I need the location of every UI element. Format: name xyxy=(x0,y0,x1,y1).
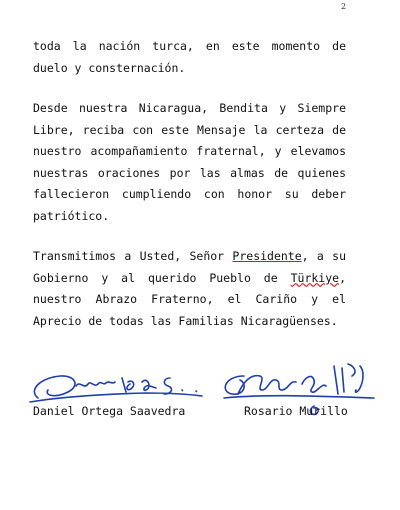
paragraph-embrace xyxy=(33,246,346,332)
president-word: Presidente xyxy=(232,249,302,263)
signatory-name-left: Daniel Ortega Saavedra xyxy=(33,404,186,418)
embrace-text-middle: , a su Gobierno y al querido Pueblo de xyxy=(33,249,346,285)
page-number: 2 xyxy=(341,2,347,11)
embrace-text-end: , nuestro Abrazo Fraterno, el Cariño y el Aprecio de todas las Familias Nicaragüenses. xyxy=(33,270,346,328)
signature-daniel-ortega xyxy=(26,360,206,408)
signatory-name-right: Rosario Murillo xyxy=(244,404,348,418)
paragraph-condolence: Desde nuestra Nicaragua, Bendita y Siempre Libre, reciba con este Mensaje la certeza de nuestro acompañamiento fraternal, y elevamos nuestras oraciones por las almas de quienes fallecieron cumpliendo con honor su deber patriótico. xyxy=(33,101,346,223)
paragraph-closing-line: toda la nación turca, en este momento de duelo y consternación. xyxy=(33,39,346,75)
turkiye-word: Türkiye xyxy=(290,270,340,285)
embrace-text-start: Transmitimos a Usted, Señor xyxy=(33,249,233,263)
